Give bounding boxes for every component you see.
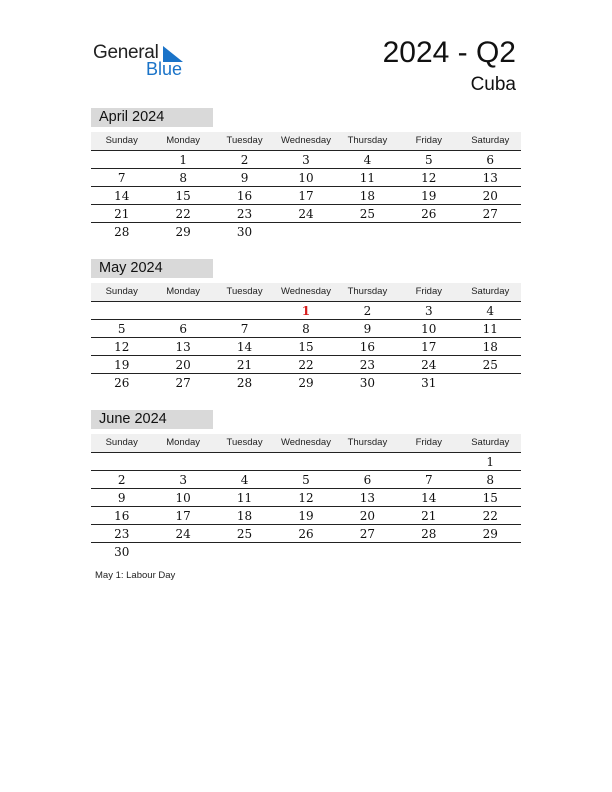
- day-cell: 23: [359, 358, 376, 372]
- weekday-label: Tuesday: [226, 437, 263, 448]
- weekday-header: [91, 283, 521, 302]
- day-cell: 27: [175, 376, 191, 390]
- day-cell: 19: [421, 189, 437, 203]
- day-cell: 14: [421, 491, 437, 505]
- day-cell: 8: [302, 322, 310, 336]
- weekday-label: Monday: [166, 437, 201, 448]
- day-cell: 2: [240, 153, 249, 167]
- day-cell: 12: [114, 340, 130, 354]
- day-cell: 9: [240, 171, 249, 185]
- holiday-notes: [95, 570, 175, 581]
- day-cell: 11: [236, 491, 253, 505]
- generalblue-logo: [93, 42, 203, 82]
- day-cell: 14: [236, 340, 253, 354]
- day-cell: 20: [359, 509, 376, 523]
- holiday-note: May 1: Labour Day: [95, 570, 176, 581]
- day-cell: 24: [175, 527, 191, 541]
- day-cell: 28: [114, 225, 130, 239]
- empty-day-cell: [91, 453, 152, 470]
- empty-day-cell: [337, 223, 398, 240]
- day-cell: 18: [482, 340, 498, 354]
- week-row: [91, 338, 521, 356]
- week-row: [91, 453, 521, 471]
- empty-day-cell: [337, 543, 398, 560]
- day-cell: 12: [298, 491, 314, 505]
- day-cell: 3: [425, 304, 433, 318]
- day-cell: 20: [175, 358, 191, 372]
- day-cell: 2: [117, 473, 126, 487]
- weekday-label: Monday: [166, 135, 201, 146]
- month-calendar: [91, 259, 521, 391]
- empty-day-cell: [91, 302, 152, 319]
- day-cell: 5: [302, 473, 310, 487]
- day-cell: 19: [114, 358, 130, 372]
- week-row: [91, 205, 521, 223]
- day-cell: 29: [175, 225, 191, 239]
- weekday-label: Sunday: [105, 437, 138, 448]
- day-cell: 7: [240, 322, 249, 336]
- empty-day-cell: [91, 151, 152, 168]
- week-row: [91, 471, 521, 489]
- day-cell: 17: [175, 509, 191, 523]
- day-cell: 20: [482, 189, 498, 203]
- empty-day-cell: [275, 223, 336, 240]
- day-cell: 23: [114, 527, 130, 541]
- weekday-label: Saturday: [471, 437, 510, 448]
- day-cell: 23: [236, 207, 253, 221]
- day-cell: 21: [421, 509, 437, 523]
- day-cell: 11: [482, 322, 498, 336]
- day-cell: 5: [425, 153, 433, 167]
- day-cell: 28: [236, 376, 253, 390]
- logo-text-blue: Blue: [146, 59, 183, 79]
- weekday-label: Sunday: [105, 286, 138, 297]
- weekday-label: Friday: [415, 437, 443, 448]
- weekday-label: Saturday: [471, 286, 510, 297]
- day-cell: 29: [482, 527, 498, 541]
- week-row: [91, 187, 521, 205]
- day-cell: 24: [298, 207, 314, 221]
- day-cell: 15: [298, 340, 314, 354]
- country-name: Cuba: [470, 74, 516, 95]
- week-row: [91, 525, 521, 543]
- weekday-label: Saturday: [471, 135, 510, 146]
- empty-day-cell: [460, 374, 521, 391]
- day-cell: 25: [482, 358, 498, 372]
- day-cell: 21: [114, 207, 130, 221]
- day-cell: 8: [486, 473, 495, 487]
- day-cell: 11: [359, 171, 376, 185]
- day-cell: 17: [298, 189, 314, 203]
- day-cell: 10: [298, 171, 314, 185]
- day-cell: 12: [421, 171, 437, 185]
- week-row: [91, 356, 521, 374]
- day-cell: 10: [421, 322, 437, 336]
- week-row: [91, 489, 521, 507]
- day-cell: 26: [114, 376, 130, 390]
- week-row: [91, 223, 521, 240]
- day-cell: 10: [175, 491, 191, 505]
- day-cell: 15: [482, 491, 498, 505]
- day-cell: 2: [363, 304, 372, 318]
- weekday-label: Friday: [415, 286, 443, 297]
- day-cell: 22: [482, 509, 498, 523]
- empty-day-cell: [398, 543, 459, 560]
- month-label: June 2024: [91, 410, 213, 429]
- day-cell: 1: [301, 304, 311, 318]
- week-row: [91, 543, 521, 560]
- weekday-label: Wednesday: [280, 135, 331, 146]
- empty-day-cell: [460, 543, 521, 560]
- week-row: [91, 169, 521, 187]
- empty-day-cell: [337, 453, 398, 470]
- day-cell: 9: [117, 491, 126, 505]
- day-cell: 30: [114, 545, 130, 559]
- day-cell: 29: [298, 376, 314, 390]
- day-cell: 16: [359, 340, 376, 354]
- weekday-label: Wednesday: [280, 286, 331, 297]
- day-cell: 7: [117, 171, 126, 185]
- day-cell: 4: [486, 304, 495, 318]
- weekday-header: [91, 434, 521, 453]
- month-calendar: [91, 108, 521, 240]
- day-cell: 17: [421, 340, 437, 354]
- day-cell: 21: [236, 358, 253, 372]
- day-cell: 3: [302, 153, 310, 167]
- empty-day-cell: [398, 453, 459, 470]
- day-cell: 18: [236, 509, 253, 523]
- day-cell: 25: [359, 207, 376, 221]
- day-cell: 1: [486, 455, 495, 469]
- day-cell: 16: [236, 189, 253, 203]
- day-cell: 13: [482, 171, 498, 185]
- day-cell: 15: [175, 189, 191, 203]
- day-cell: 22: [175, 207, 191, 221]
- empty-day-cell: [152, 453, 213, 470]
- day-cell: 6: [179, 322, 187, 336]
- day-cell: 3: [179, 473, 187, 487]
- day-cell: 28: [421, 527, 437, 541]
- month-label: April 2024: [91, 108, 213, 127]
- day-cell: 14: [114, 189, 130, 203]
- day-cell: 24: [421, 358, 437, 372]
- empty-day-cell: [152, 302, 213, 319]
- empty-day-cell: [214, 453, 275, 470]
- month-label: May 2024: [91, 259, 213, 278]
- day-cell: 19: [298, 509, 314, 523]
- weekday-label: Thursday: [347, 135, 388, 146]
- day-cell: 27: [482, 207, 498, 221]
- weekday-label: Thursday: [347, 437, 388, 448]
- week-row: [91, 507, 521, 525]
- logo-text-general: General: [93, 42, 159, 63]
- day-cell: 30: [359, 376, 376, 390]
- weekday-label: Sunday: [105, 135, 138, 146]
- day-cell: 27: [359, 527, 376, 541]
- page-title: 2024 - Q2: [382, 36, 516, 69]
- day-cell: 4: [363, 153, 372, 167]
- week-row: [91, 374, 521, 391]
- day-cell: 6: [486, 153, 495, 167]
- week-row: [91, 151, 521, 169]
- day-cell: 25: [236, 527, 253, 541]
- week-row: [91, 320, 521, 338]
- day-cell: 22: [298, 358, 314, 372]
- day-cell: 7: [425, 473, 433, 487]
- weekday-label: Monday: [166, 286, 201, 297]
- day-cell: 13: [175, 340, 191, 354]
- day-cell: 1: [179, 153, 187, 167]
- empty-day-cell: [214, 543, 275, 560]
- day-cell: 4: [240, 473, 249, 487]
- day-cell: 9: [363, 322, 372, 336]
- weekday-label: Thursday: [347, 286, 388, 297]
- day-cell: 31: [421, 376, 437, 390]
- day-cell: 26: [298, 527, 314, 541]
- day-cell: 8: [179, 171, 187, 185]
- empty-day-cell: [275, 543, 336, 560]
- empty-day-cell: [398, 223, 459, 240]
- day-cell: 5: [117, 322, 126, 336]
- empty-day-cell: [214, 302, 275, 319]
- empty-day-cell: [460, 223, 521, 240]
- day-cell: 6: [363, 473, 372, 487]
- month-calendar: [91, 410, 521, 560]
- day-cell: 18: [359, 189, 376, 203]
- day-cell: 13: [359, 491, 376, 505]
- week-row: [91, 302, 521, 320]
- weekday-label: Friday: [415, 135, 443, 146]
- day-cell: 26: [421, 207, 437, 221]
- weekday-label: Tuesday: [226, 135, 263, 146]
- weekday-label: Wednesday: [280, 437, 331, 448]
- weekday-header: [91, 132, 521, 151]
- day-cell: 30: [236, 225, 253, 239]
- day-cell: 16: [114, 509, 130, 523]
- empty-day-cell: [275, 453, 336, 470]
- weekday-label: Tuesday: [226, 286, 263, 297]
- empty-day-cell: [152, 543, 213, 560]
